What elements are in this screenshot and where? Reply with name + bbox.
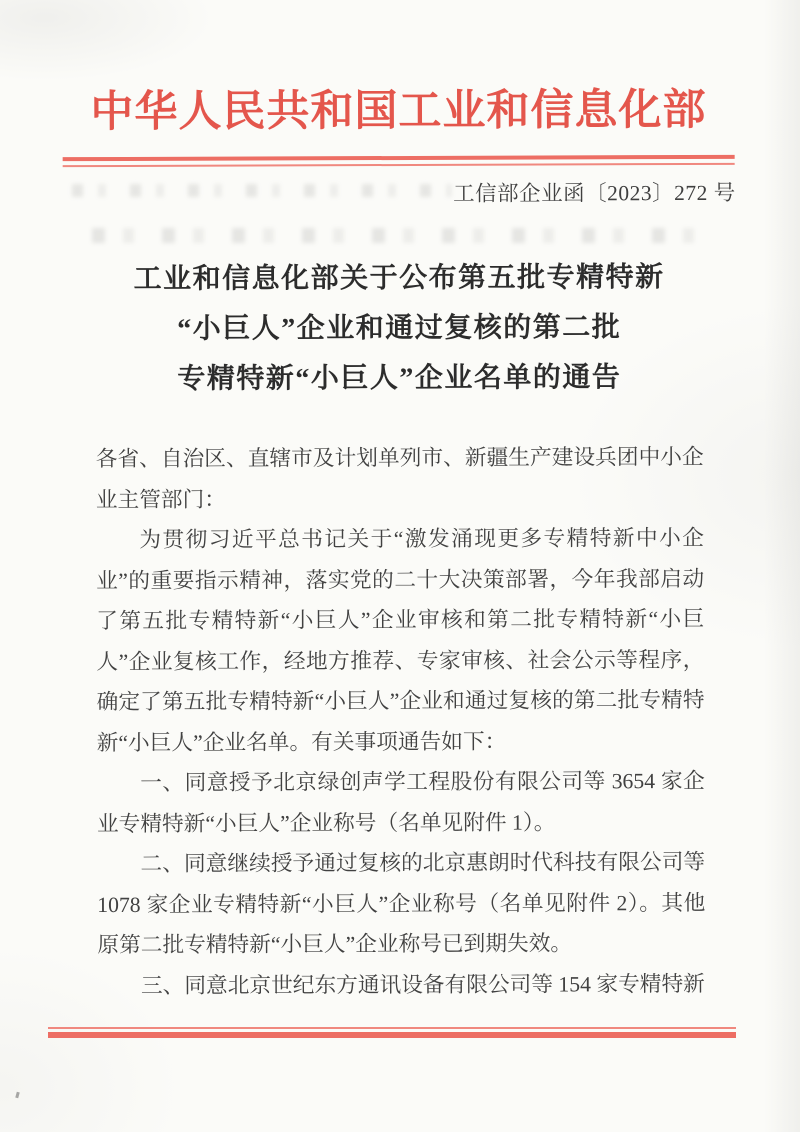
footer-rule-thin [48, 1027, 736, 1029]
agency-name: 中华人民共和国工业和信息化部 [90, 86, 707, 137]
header-rule-thin [63, 163, 735, 167]
document-title [0, 253, 800, 406]
paragraph-item-2: 二、同意继续授予通过复核的北京惠朗时代科技有限公司等 1078 家企业专精特新“小巨人”企业称号（名单见附件 2）。其他原第二批专精特新“小巨人”企业称号已到期失效。 [97, 849, 706, 958]
document-number: 工信部企业函〔2023〕272 号 [453, 180, 736, 206]
header-rule-thick [63, 155, 735, 161]
paragraph-item-1: 一、同意授予北京绿创声学工程股份有限公司等 3654 家企业专精特新“小巨人”企业称号（名单见附件 1）。 [96, 768, 705, 836]
scan-speck [15, 1092, 19, 1099]
footer-rule-thick [48, 1032, 736, 1038]
title-line-1: 工业和信息化部关于公布第五批专精特新 [133, 262, 665, 295]
document-body [96, 437, 706, 1006]
salutation: 各省、自治区、直辖市及计划单列市、新疆生产建设兵团中小企业主管部门： [95, 444, 704, 512]
header-divider [63, 155, 735, 167]
title-line-3: 专精特新“小巨人”企业名单的通告 [177, 362, 622, 395]
scanned-content [0, 83, 800, 1007]
paragraph-intro: 为贯彻习近平总书记关于“激发涌现更多专精特新中小企业”的重要指示精神，落实党的二十大决策部署，今年我部启动了第五批专精特新“小巨人”企业审核和第二批专精特新“小巨人”企业复核工作，经地方推荐、专家审核、社会公示等程序，确定了第五批专精特新“小巨人”企业和通过复核的第二批专精特新“小巨人”企业名单。有关事项通告如下： [96, 525, 705, 755]
paragraph-item-3: 三、同意北京世纪东方通讯设备有限公司等 154 家专精特新 [140, 971, 705, 998]
title-line-2: “小巨人”企业和通过复核的第二批 [177, 312, 622, 345]
